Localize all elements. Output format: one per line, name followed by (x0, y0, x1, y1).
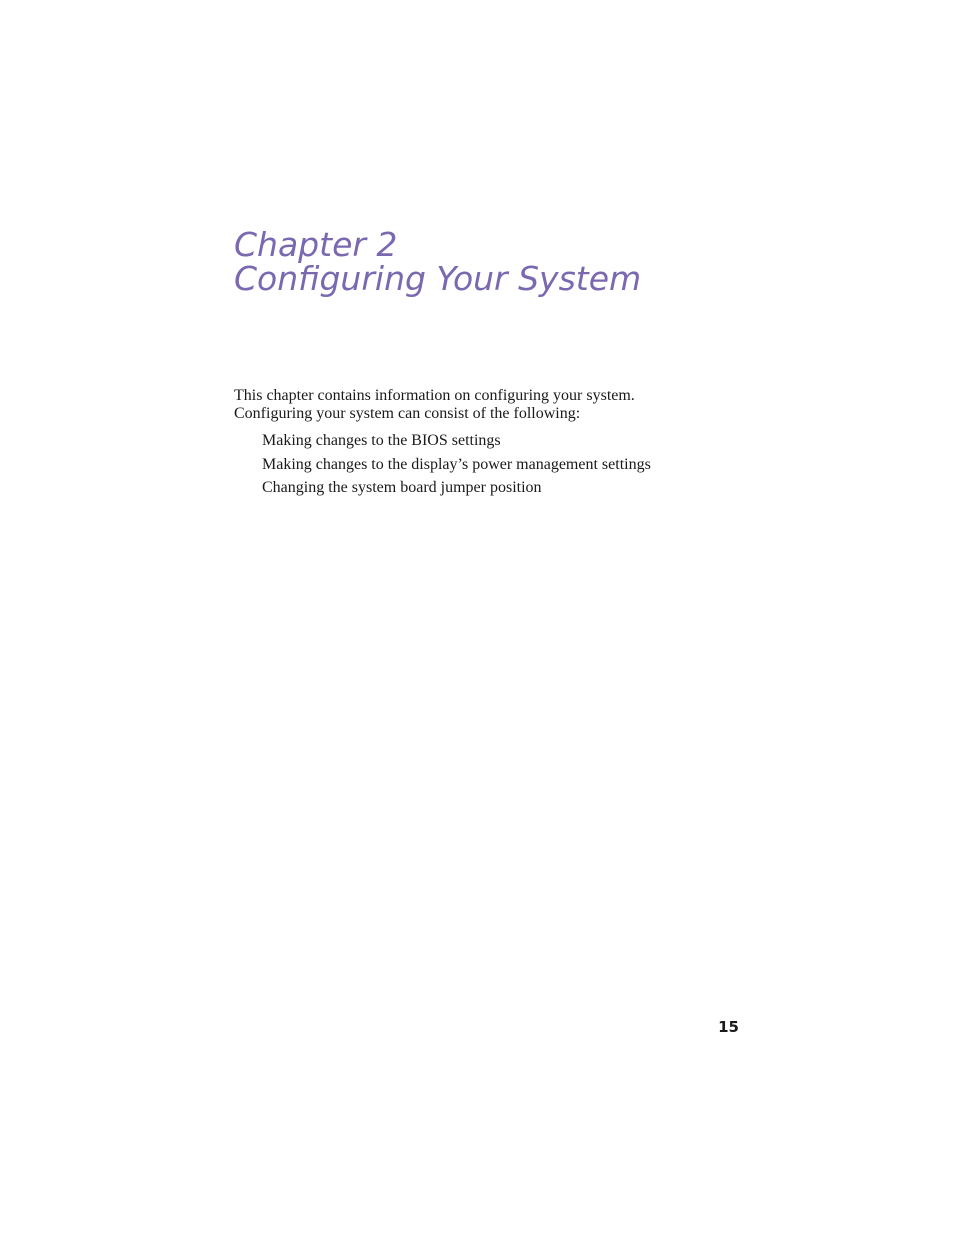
intro-line-2: Configuring your system can consist of the following: (234, 405, 581, 422)
list-item: Making changes to the BIOS settings (262, 432, 501, 449)
chapter-title: Configuring Your System (234, 259, 642, 298)
list-item: Changing the system board jumper position (262, 479, 542, 496)
chapter-number: Chapter 2 (234, 225, 398, 264)
page-number: 15 (718, 1018, 739, 1036)
intro-line-1: This chapter contains information on configuring your system. (234, 387, 635, 404)
topic-list (262, 432, 651, 503)
intro-paragraph (234, 387, 754, 423)
list-item: Making changes to the display’s power management settings (262, 455, 651, 473)
chapter-heading (234, 225, 642, 298)
